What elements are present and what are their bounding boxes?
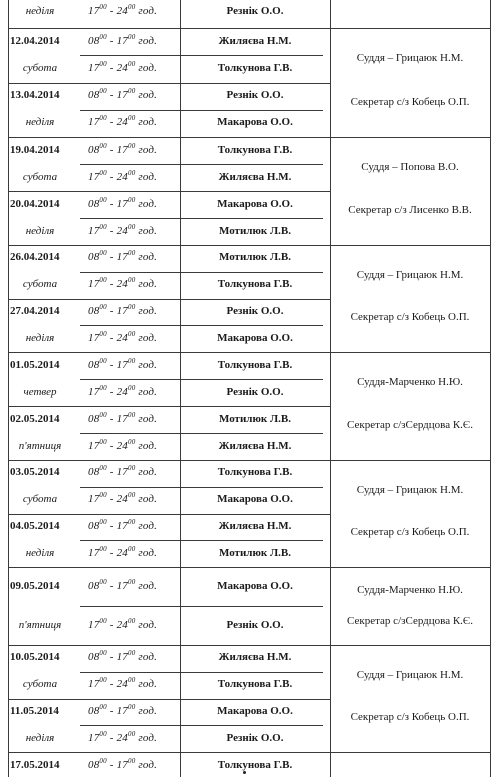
block-separator: [8, 567, 491, 568]
time-minutes: 00: [128, 464, 136, 472]
time-hour: 24: [116, 547, 128, 559]
shift-time: [88, 493, 157, 506]
time-minutes: 00: [99, 617, 107, 625]
duty-officer-name: Мотилюк Л.В.: [218, 547, 292, 559]
time-minutes: 00: [99, 518, 107, 526]
time-sep: год.: [138, 705, 158, 717]
time-sep: -: [109, 305, 114, 317]
shift-time: [88, 520, 157, 533]
judge-name: Суддя-Марченко Н.Ю.: [357, 584, 463, 596]
time-minutes: 00: [99, 545, 107, 553]
duty-weekday: неділя: [25, 332, 55, 344]
duty-weekday: субота: [22, 62, 58, 74]
time-sep: год.: [138, 332, 158, 344]
shift-time: [88, 651, 157, 664]
time-hour: 17: [116, 89, 128, 101]
duty-officer-name: Резнік О.О.: [226, 732, 284, 744]
duty-officer-name: Толкунова Г.В.: [217, 62, 293, 74]
duty-weekday: неділя: [25, 547, 55, 559]
shift-time: [88, 440, 157, 453]
time-sep: год.: [138, 413, 158, 425]
judge-name: Суддя – Грицаюк Н.М.: [356, 484, 464, 496]
shift-separator: [80, 379, 323, 380]
time-hour: 17: [88, 332, 100, 344]
time-minutes: 00: [128, 3, 136, 11]
time-sep: год.: [138, 759, 158, 771]
duty-officer-name: Макарова О.О.: [217, 580, 293, 592]
time-hour: 17: [116, 520, 128, 532]
time-hour: 17: [116, 580, 128, 592]
shift-time: [88, 62, 157, 75]
duty-officer-name: Толкунова Г.В.: [217, 466, 293, 478]
time-sep: год.: [138, 62, 158, 74]
time-minutes: 00: [99, 142, 107, 150]
time-hour: 17: [116, 251, 128, 263]
time-sep: год.: [138, 493, 158, 505]
time-minutes: 00: [99, 438, 107, 446]
time-sep: -: [109, 651, 114, 663]
time-hour: 17: [116, 359, 128, 371]
duty-weekday: субота: [22, 171, 58, 183]
duty-officer-name: Макарова О.О.: [217, 116, 293, 128]
time-hour: 24: [116, 678, 128, 690]
judge-name: Суддя – Попова В.О.: [361, 161, 459, 173]
time-sep: -: [109, 198, 114, 210]
time-sep: год.: [138, 144, 158, 156]
time-hour: 08: [88, 759, 100, 771]
time-minutes: 00: [99, 578, 107, 586]
time-sep: -: [109, 332, 114, 344]
secretary-name: Секретар с/з Кобець О.П.: [350, 96, 470, 108]
time-hour: 08: [88, 144, 100, 156]
secretary-name: Секретар с/зСердцова К.Є.: [347, 615, 473, 627]
duty-officer-name: Макарова О.О.: [217, 493, 293, 505]
time-minutes: 00: [99, 411, 107, 419]
duty-officer-name: Жиляєва Н.М.: [218, 35, 292, 47]
duty-officer-name: Резнік О.О.: [226, 619, 284, 631]
duty-officer-name: Мотилюк Л.В.: [218, 225, 292, 237]
time-minutes: 00: [99, 33, 107, 41]
shift-time: [88, 225, 157, 238]
time-hour: 17: [88, 619, 100, 631]
block-separator: [8, 752, 491, 753]
time-sep: -: [109, 171, 114, 183]
time-minutes: 00: [128, 438, 136, 446]
time-minutes: 00: [128, 703, 136, 711]
time-hour: 24: [116, 440, 128, 452]
day-separator: [8, 299, 330, 300]
secretary-name: Секретар с/зСердцова К.Є.: [347, 419, 473, 431]
time-minutes: 00: [99, 196, 107, 204]
duty-weekday: неділя: [25, 732, 55, 744]
day-separator: [8, 514, 330, 515]
duty-date: 19.04.2014: [10, 144, 60, 156]
shift-time: [88, 5, 157, 18]
time-minutes: 00: [128, 33, 136, 41]
secretary-name: Секретар с/з Кобець О.П.: [350, 711, 470, 723]
duty-officer-name: Толкунова Г.В.: [217, 759, 293, 771]
shift-time: [88, 332, 157, 345]
time-minutes: 00: [128, 142, 136, 150]
time-minutes: 00: [99, 676, 107, 684]
shift-time: [88, 305, 157, 318]
time-hour: 17: [116, 651, 128, 663]
time-minutes: 00: [99, 703, 107, 711]
time-minutes: 00: [128, 196, 136, 204]
time-sep: год.: [138, 732, 158, 744]
time-minutes: 00: [99, 384, 107, 392]
duty-officer-name: Резнік О.О.: [226, 5, 284, 17]
time-sep: -: [109, 732, 114, 744]
time-minutes: 00: [128, 757, 136, 765]
shift-separator: [80, 55, 323, 56]
shift-time: [88, 619, 157, 632]
time-sep: год.: [138, 225, 158, 237]
time-sep: год.: [138, 466, 158, 478]
time-sep: -: [109, 547, 114, 559]
time-minutes: 00: [128, 578, 136, 586]
time-minutes: 00: [128, 87, 136, 95]
time-sep: -: [109, 225, 114, 237]
shift-time: [88, 278, 157, 291]
page-mark-dot: [243, 771, 246, 774]
time-minutes: 00: [128, 411, 136, 419]
duty-date: 26.04.2014: [10, 251, 60, 263]
time-minutes: 00: [99, 3, 107, 11]
time-sep: год.: [138, 678, 158, 690]
shift-separator: [80, 272, 323, 273]
time-minutes: 00: [128, 330, 136, 338]
shift-time: [88, 547, 157, 560]
duty-date: 10.05.2014: [10, 651, 60, 663]
duty-weekday: субота: [22, 278, 58, 290]
time-minutes: 00: [99, 223, 107, 231]
duty-officer-name: Толкунова Г.В.: [217, 144, 293, 156]
time-minutes: 00: [128, 276, 136, 284]
time-minutes: 00: [99, 249, 107, 257]
shift-time: [88, 89, 157, 102]
time-sep: год.: [138, 251, 158, 263]
duty-weekday: неділя: [25, 225, 55, 237]
secretary-name: Секретар с/з Лисенко В.В.: [348, 204, 472, 216]
time-hour: 17: [116, 759, 128, 771]
shift-time: [88, 359, 157, 372]
time-minutes: 00: [99, 649, 107, 657]
shift-time: [88, 35, 157, 48]
time-hour: 24: [116, 493, 128, 505]
time-hour: 08: [88, 520, 100, 532]
time-minutes: 00: [99, 303, 107, 311]
duty-officer-name: Макарова О.О.: [217, 705, 293, 717]
time-minutes: 00: [99, 464, 107, 472]
time-hour: 24: [116, 386, 128, 398]
shift-time: [88, 386, 157, 399]
duty-date: 12.04.2014: [10, 35, 60, 47]
day-separator: [8, 191, 330, 192]
duty-date: 09.05.2014: [10, 580, 60, 592]
time-sep: год.: [138, 386, 158, 398]
duty-officer-name: Мотилюк Л.В.: [218, 413, 292, 425]
day-separator: [8, 406, 330, 407]
block-separator: [8, 460, 491, 461]
time-sep: год.: [138, 171, 158, 183]
time-sep: -: [109, 359, 114, 371]
shift-separator: [80, 110, 323, 111]
time-hour: 24: [116, 5, 128, 17]
time-minutes: 00: [99, 491, 107, 499]
duty-officer-name: Резнік О.О.: [226, 89, 284, 101]
judge-name: Суддя – Грицаюк Н.М.: [356, 669, 464, 681]
time-minutes: 00: [128, 649, 136, 657]
duty-officer-name: Жиляєва Н.М.: [218, 520, 292, 532]
duty-officer-name: Жиляєва Н.М.: [218, 651, 292, 663]
shift-time: [88, 144, 157, 157]
time-sep: год.: [138, 278, 158, 290]
shift-separator: [80, 540, 323, 541]
duty-date: 20.04.2014: [10, 198, 60, 210]
time-hour: 08: [88, 466, 100, 478]
shift-time: [88, 759, 157, 772]
time-hour: 24: [116, 619, 128, 631]
time-sep: год.: [138, 520, 158, 532]
time-hour: 24: [116, 171, 128, 183]
time-sep: -: [109, 580, 114, 592]
shift-separator: [80, 325, 323, 326]
time-hour: 17: [116, 35, 128, 47]
judge-name: Суддя – Грицаюк Н.М.: [356, 269, 464, 281]
duty-officer-name: Толкунова Г.В.: [217, 678, 293, 690]
time-hour: 17: [88, 547, 100, 559]
time-sep: год.: [138, 116, 158, 128]
time-sep: год.: [138, 440, 158, 452]
block-separator: [8, 28, 491, 29]
time-hour: 08: [88, 198, 100, 210]
time-hour: 17: [88, 171, 100, 183]
time-minutes: 00: [99, 730, 107, 738]
time-sep: год.: [138, 619, 158, 631]
time-minutes: 00: [128, 384, 136, 392]
duty-date: 17.05.2014: [10, 759, 60, 771]
time-hour: 17: [88, 732, 100, 744]
time-sep: год.: [138, 580, 158, 592]
time-hour: 08: [88, 305, 100, 317]
block-separator: [8, 352, 491, 353]
day-separator: [8, 83, 330, 84]
time-sep: -: [109, 278, 114, 290]
duty-date: 03.05.2014: [10, 466, 60, 478]
time-hour: 17: [88, 678, 100, 690]
time-minutes: 00: [128, 730, 136, 738]
time-sep: -: [109, 440, 114, 452]
time-sep: -: [109, 251, 114, 263]
duty-date: 11.05.2014: [10, 705, 59, 717]
time-minutes: 00: [128, 169, 136, 177]
shift-time: [88, 678, 157, 691]
time-minutes: 00: [128, 617, 136, 625]
time-sep: -: [109, 62, 114, 74]
time-sep: -: [109, 678, 114, 690]
time-hour: 08: [88, 580, 100, 592]
duty-officer-name: Толкунова Г.В.: [217, 278, 293, 290]
time-hour: 08: [88, 35, 100, 47]
shift-time: [88, 116, 157, 129]
time-hour: 24: [116, 332, 128, 344]
duty-date: 01.05.2014: [10, 359, 60, 371]
table-border-right: [490, 0, 491, 777]
time-minutes: 00: [128, 223, 136, 231]
time-sep: -: [109, 413, 114, 425]
time-sep: -: [109, 386, 114, 398]
duty-date: 02.05.2014: [10, 413, 60, 425]
time-hour: 17: [116, 413, 128, 425]
judge-name: Суддя-Марченко Н.Ю.: [357, 376, 463, 388]
duty-officer-name: Макарова О.О.: [217, 198, 293, 210]
time-hour: 17: [116, 466, 128, 478]
time-minutes: 00: [128, 249, 136, 257]
shift-time: [88, 732, 157, 745]
shift-time: [88, 251, 157, 264]
duty-weekday: п'ятниця: [18, 440, 62, 452]
time-minutes: 00: [128, 60, 136, 68]
block-separator: [8, 137, 491, 138]
duty-officer-name: Жиляєва Н.М.: [218, 171, 292, 183]
time-sep: год.: [138, 359, 158, 371]
time-hour: 08: [88, 359, 100, 371]
time-hour: 17: [116, 144, 128, 156]
time-hour: 08: [88, 89, 100, 101]
duty-officer-name: Мотилюк Л.В.: [218, 251, 292, 263]
time-minutes: 00: [99, 276, 107, 284]
time-minutes: 00: [99, 757, 107, 765]
time-hour: 17: [116, 198, 128, 210]
time-sep: год.: [138, 89, 158, 101]
duty-date: 27.04.2014: [10, 305, 60, 317]
time-sep: -: [109, 116, 114, 128]
block-separator: [8, 645, 491, 646]
duty-weekday: п'ятниця: [18, 619, 62, 631]
time-sep: -: [109, 5, 114, 17]
duty-officer-name: Толкунова Г.В.: [217, 359, 293, 371]
time-hour: 17: [116, 305, 128, 317]
shift-time: [88, 198, 157, 211]
time-sep: -: [109, 705, 114, 717]
duty-weekday: неділя: [25, 116, 55, 128]
duty-weekday: субота: [22, 678, 58, 690]
block-separator: [8, 245, 491, 246]
secretary-name: Секретар с/з Кобець О.П.: [350, 311, 470, 323]
time-minutes: 00: [128, 357, 136, 365]
time-hour: 17: [88, 493, 100, 505]
time-hour: 17: [88, 386, 100, 398]
time-sep: -: [109, 35, 114, 47]
time-sep: -: [109, 493, 114, 505]
time-sep: год.: [138, 198, 158, 210]
time-hour: 17: [88, 225, 100, 237]
time-hour: 24: [116, 116, 128, 128]
time-hour: 08: [88, 651, 100, 663]
day-separator: [8, 699, 330, 700]
shift-time: [88, 705, 157, 718]
time-hour: 24: [116, 278, 128, 290]
shift-separator: [80, 218, 323, 219]
shift-separator: [80, 487, 323, 488]
time-hour: 24: [116, 732, 128, 744]
time-minutes: 00: [99, 330, 107, 338]
shift-separator: [80, 606, 323, 607]
time-minutes: 00: [99, 169, 107, 177]
duty-officer-name: Макарова О.О.: [217, 332, 293, 344]
time-hour: 17: [88, 62, 100, 74]
duty-date: 04.05.2014: [10, 520, 60, 532]
time-sep: год.: [138, 547, 158, 559]
time-hour: 24: [116, 62, 128, 74]
time-minutes: 00: [128, 491, 136, 499]
shift-time: [88, 466, 157, 479]
time-hour: 17: [88, 5, 100, 17]
shift-separator: [80, 672, 323, 673]
time-minutes: 00: [99, 114, 107, 122]
duty-officer-name: Резнік О.О.: [226, 305, 284, 317]
time-minutes: 00: [99, 87, 107, 95]
time-hour: 17: [88, 278, 100, 290]
time-hour: 17: [88, 440, 100, 452]
duty-officer-name: Жиляєва Н.М.: [218, 440, 292, 452]
time-hour: 08: [88, 251, 100, 263]
time-sep: год.: [138, 35, 158, 47]
secretary-name: Секретар с/з Кобець О.П.: [350, 526, 470, 538]
duty-weekday: субота: [22, 493, 58, 505]
time-sep: -: [109, 466, 114, 478]
time-hour: 08: [88, 705, 100, 717]
time-sep: -: [109, 89, 114, 101]
time-hour: 17: [88, 116, 100, 128]
time-sep: -: [109, 759, 114, 771]
time-minutes: 00: [128, 518, 136, 526]
shift-separator: [80, 433, 323, 434]
time-sep: -: [109, 619, 114, 631]
duty-date: 13.04.2014: [10, 89, 60, 101]
time-hour: 17: [116, 705, 128, 717]
time-minutes: 00: [128, 114, 136, 122]
time-sep: -: [109, 144, 114, 156]
shift-time: [88, 580, 157, 593]
time-minutes: 00: [128, 303, 136, 311]
shift-time: [88, 171, 157, 184]
time-minutes: 00: [99, 357, 107, 365]
shift-separator: [80, 725, 323, 726]
time-minutes: 00: [128, 676, 136, 684]
time-sep: год.: [138, 5, 158, 17]
shift-time: [88, 413, 157, 426]
duty-weekday: четвер: [23, 386, 57, 398]
shift-separator: [80, 164, 323, 165]
duty-officer-name: Резнік О.О.: [226, 386, 284, 398]
time-hour: 24: [116, 225, 128, 237]
time-minutes: 00: [99, 60, 107, 68]
duty-weekday: неділя: [25, 5, 55, 17]
time-sep: год.: [138, 305, 158, 317]
time-sep: -: [109, 520, 114, 532]
time-minutes: 00: [128, 545, 136, 553]
time-sep: год.: [138, 651, 158, 663]
judge-name: Суддя – Грицаюк Н.М.: [356, 52, 464, 64]
time-hour: 08: [88, 413, 100, 425]
